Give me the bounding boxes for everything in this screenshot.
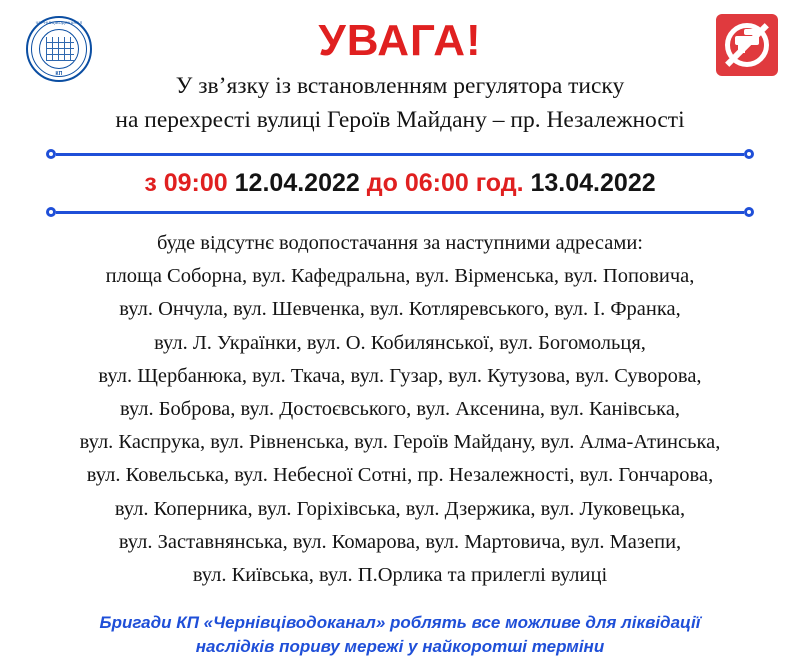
divider-dot-left — [46, 207, 56, 217]
divider-line — [56, 211, 744, 214]
address-line: вул. Київська, вул. П.Орлика та прилеглі вулиці — [192, 563, 608, 586]
divider-dot-left — [46, 149, 56, 159]
divider-dot-right — [744, 149, 754, 159]
logo-top-text: ЧЕРНІВЦІВОДОКАНАЛ — [35, 20, 83, 25]
logo-bottom-text: КП — [55, 71, 63, 77]
address-line: вул. Ковельська, вул. Небесної Сотні, пр. Незалежності, вул. Гончарова, — [86, 464, 714, 487]
address-line: вул. Ончула, вул. Шевченка, вул. Котляревського, вул. І. Франка, — [119, 298, 681, 321]
footer-line-1: Бригади КП «Чернівціводоканал» роблять все можливе для ліквідації — [99, 612, 701, 632]
address-intro: буде відсутнє водопостачання за наступними адресами: — [157, 231, 643, 254]
address-line: вул. Боброва, вул. Достоєвського, вул. Аксенина, вул. Канівська, — [119, 397, 681, 420]
address-line: вул. Коперника, вул. Горіхівська, вул. Дзержика, вул. Луковецька, — [114, 497, 686, 520]
reason-text — [0, 70, 800, 137]
address-line: вул. Л. Українки, вул. О. Кобилянської, вул. Богомольця, — [154, 331, 646, 354]
outage-from-date: 12.04.2022 — [234, 168, 360, 197]
address-list — [0, 227, 800, 592]
chernivtsivodokanal-logo — [26, 16, 92, 82]
outage-period — [40, 159, 760, 207]
address-line: вул. Щербанюка, вул. Ткача, вул. Гузар, вул. Кутузова, вул. Суворова, — [98, 364, 702, 387]
logo-emblem — [39, 29, 79, 69]
page-title: УВАГА! — [318, 16, 482, 65]
address-line: площа Соборна, вул. Кафедральна, вул. Вірменська, вул. Поповича, — [105, 265, 695, 288]
divider-line — [56, 153, 744, 156]
outage-to-time: до 06:00 год. — [366, 168, 524, 197]
no-water-tap-icon — [716, 14, 778, 76]
divider-bottom — [46, 207, 754, 217]
footer-note — [0, 611, 800, 660]
divider-dot-right — [744, 207, 754, 217]
outage-from-time: з 09:00 — [144, 168, 228, 197]
footer-line-2: наслідків пориву мережі у найкоротші терміни — [195, 637, 605, 657]
address-line: вул. Каспрука, вул. Рівненська, вул. Героїв Майдану, вул. Алма-Атинська, — [79, 431, 721, 454]
reason-line-1: У зв’язку із встановленням регулятора тиску — [175, 73, 625, 100]
outage-to-date: 13.04.2022 — [530, 168, 656, 197]
divider-top — [46, 149, 754, 159]
address-line: вул. Заставнянська, вул. Комарова, вул. Мартовича, вул. Мазепи, — [118, 530, 682, 553]
date-band — [0, 149, 800, 217]
logo-grid-pattern — [46, 37, 74, 61]
reason-line-2: на перехресті вулиці Героїв Майдану – пр. Незалежності — [115, 106, 685, 133]
